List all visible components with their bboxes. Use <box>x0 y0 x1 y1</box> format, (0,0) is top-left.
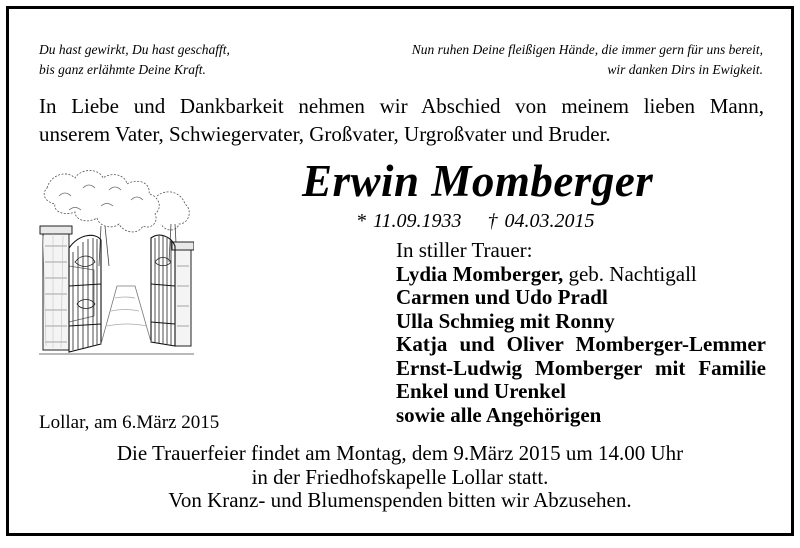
funeral-info-line-2: in der Friedhofskapelle Lollar statt. <box>251 464 549 489</box>
birth-date: * 11.09.1933 <box>356 210 462 232</box>
quote-left <box>39 40 230 80</box>
place-date: Lollar, am 6.März 2015 <box>39 412 220 433</box>
quote-left-line-2: bis ganz erlähmte Deine Kraft. <box>39 62 206 77</box>
mourner-first <box>396 263 766 287</box>
intro-text <box>39 92 764 148</box>
mourner-line: Enkel und Urenkel <box>396 379 566 403</box>
life-dates <box>356 209 595 233</box>
mourner-line: Ulla Schmieg mit Ronny <box>396 308 615 333</box>
quote-left-line-1: Du hast gewirkt, Du hast geschafft, <box>39 42 230 57</box>
intro-line-1: In Liebe und Dankbarkeit nehmen wir Abschied von meinem lieben Mann, <box>39 94 764 118</box>
mourner-line: Carmen und Udo Pradl <box>396 285 608 309</box>
mourner-line: sowie alle Angehörigen <box>396 402 602 427</box>
mourner-first-rest: geb. Nachtigall <box>568 261 697 286</box>
mourner-line: Ernst-Ludwig Momberger mit Familie <box>396 355 766 380</box>
mourner-line: Katja und Oliver Momberger-Lemmer <box>396 332 766 356</box>
quote-right-line-2: wir danken Dirs in Ewigkeit. <box>607 62 763 77</box>
mourners-list <box>396 239 766 427</box>
quote-right-line-1: Nun ruhen Deine fleißigen Hände, die immer gern für uns bereit, <box>411 42 763 57</box>
obituary-notice <box>6 6 794 536</box>
deceased-name: Erwin Momberger <box>302 156 654 206</box>
funeral-info-line-3: Von Kranz- und Blumenspenden bitten wir Abzusehen. <box>168 488 632 512</box>
open-garden-gate-icon <box>39 166 194 356</box>
death-date: † 04.03.2015 <box>487 210 595 232</box>
mourner-first-name: Lydia Momberger, <box>396 261 564 286</box>
funeral-info <box>9 442 791 513</box>
funeral-info-line-1: Die Trauerfeier findet am Montag, dem 9.März 2015 um 14.00 Uhr <box>116 441 684 465</box>
intro-line-2: unserem Vater, Schwiegervater, Großvater, Urgroßvater und Bruder. <box>39 122 611 146</box>
mourners-heading: In stiller Trauer: <box>396 238 533 262</box>
quote-right <box>412 40 763 80</box>
